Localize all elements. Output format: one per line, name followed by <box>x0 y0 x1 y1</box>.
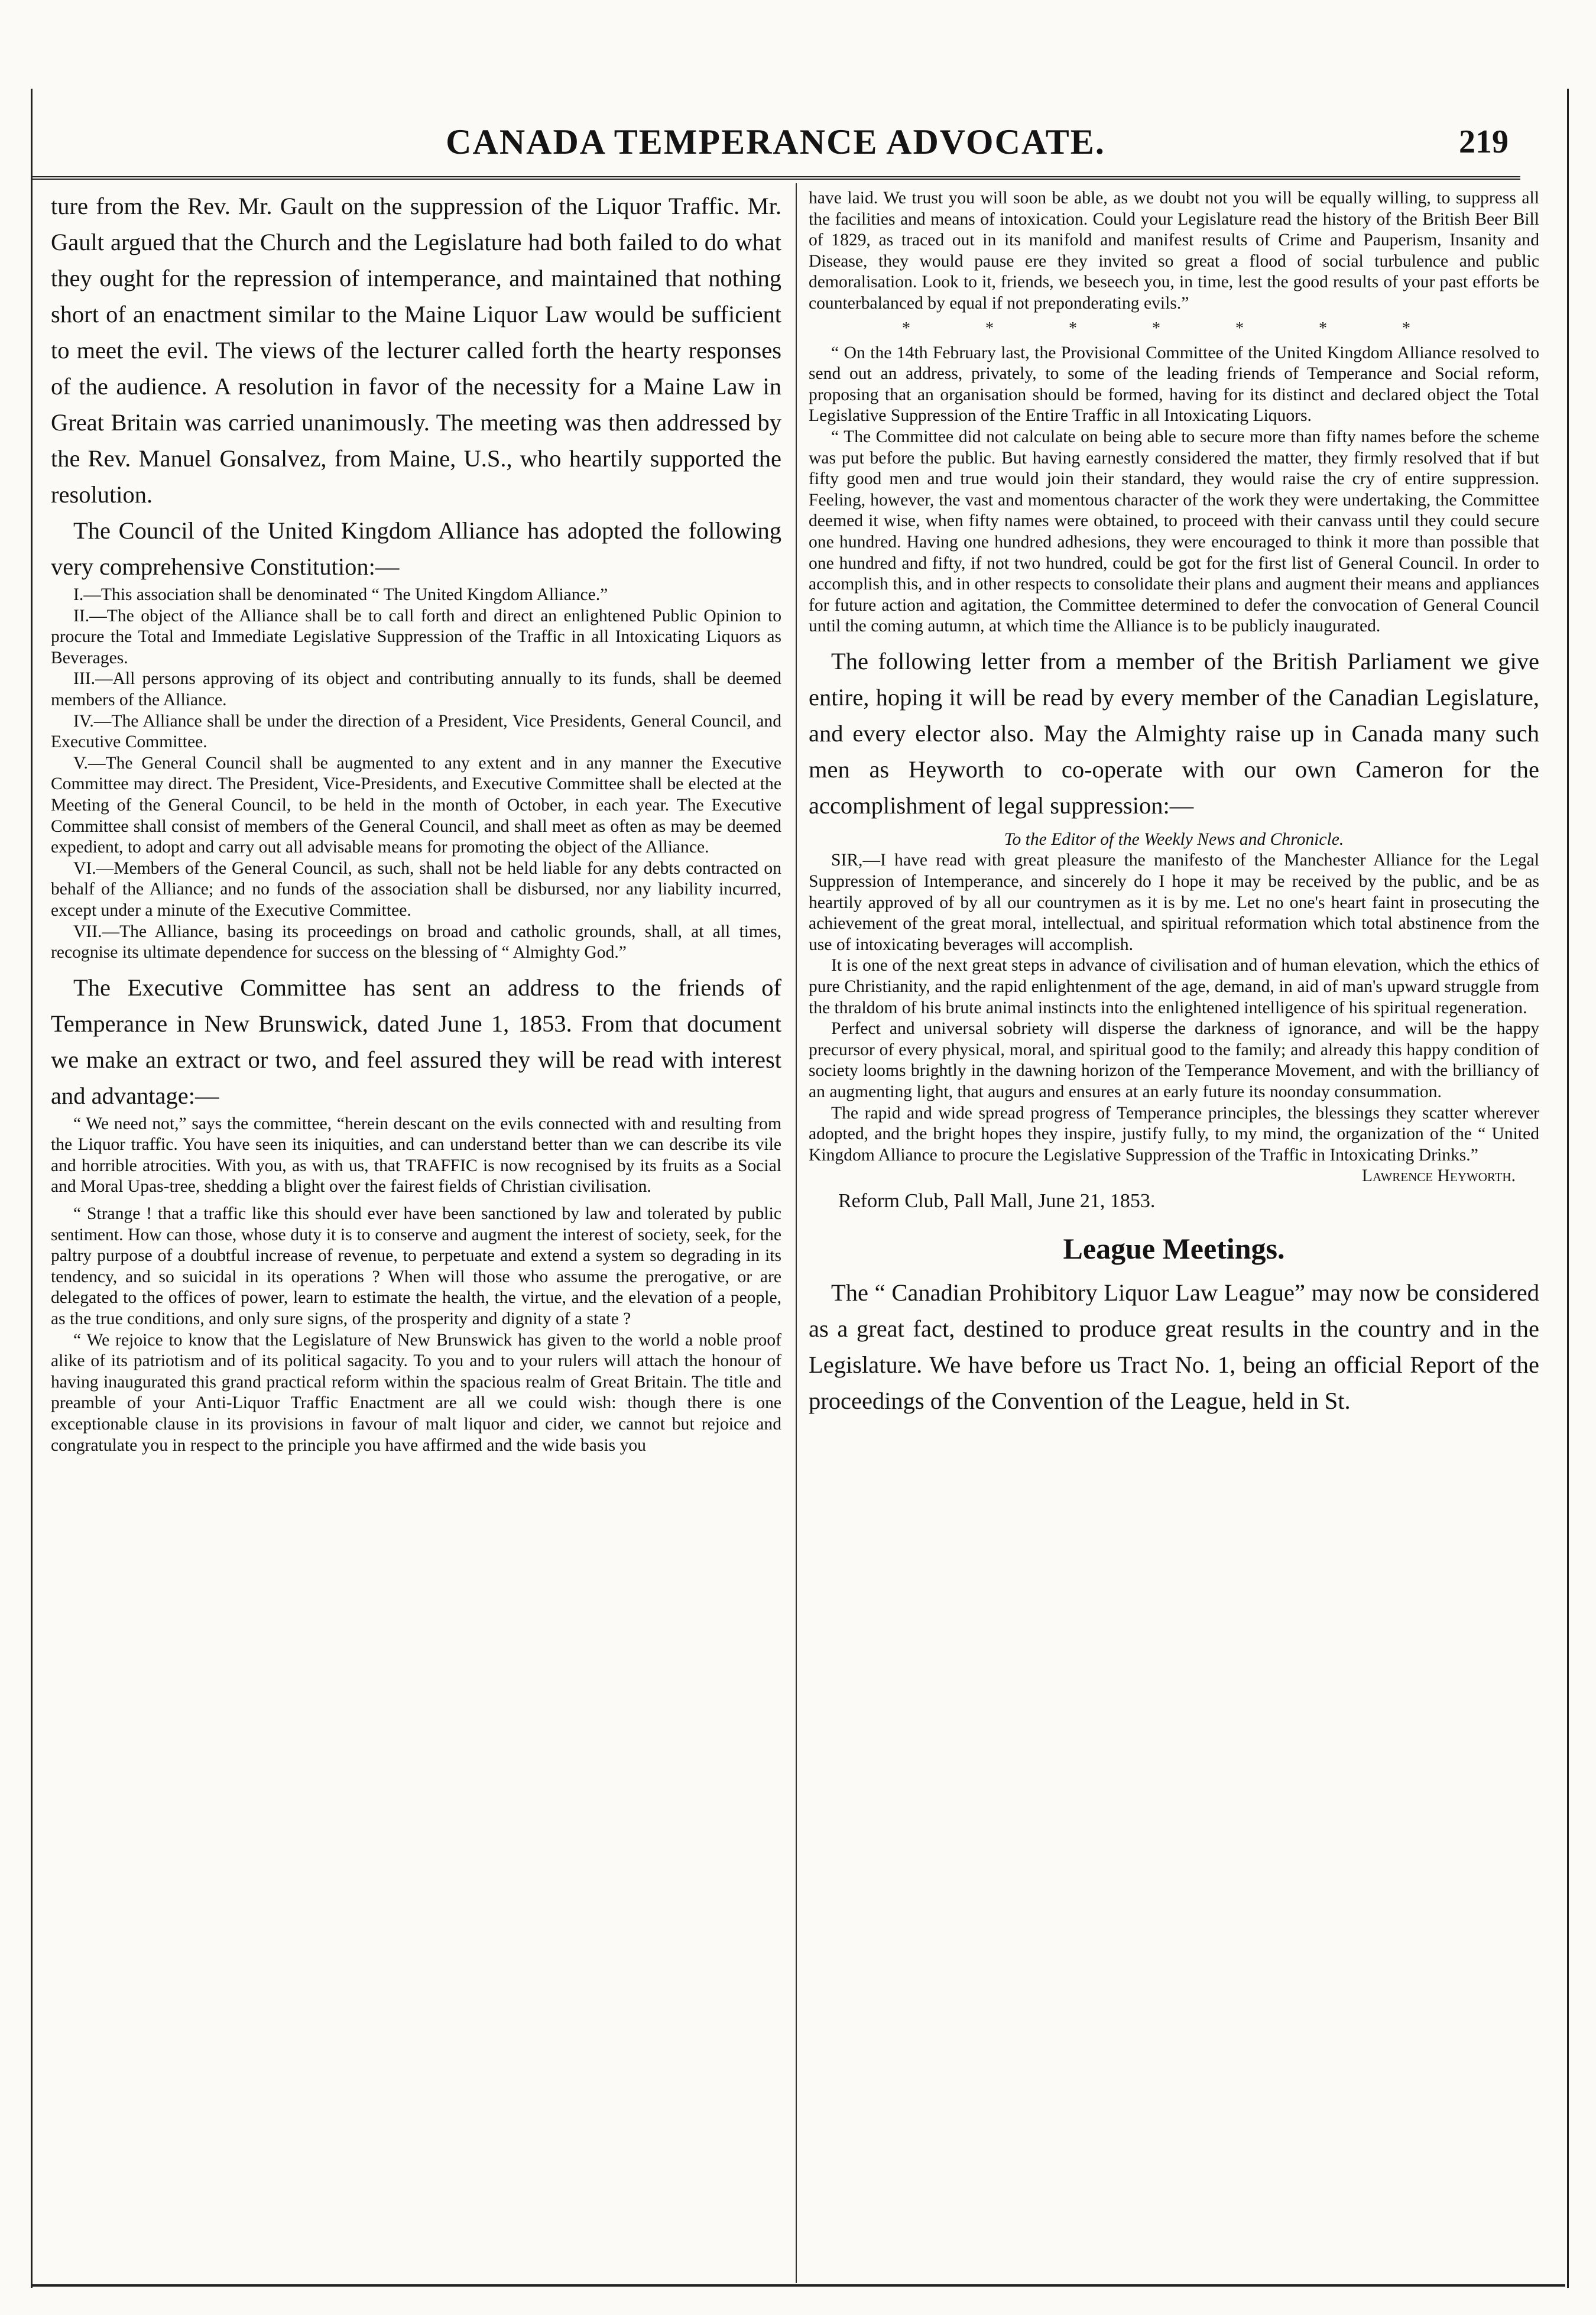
page-number: 219 <box>1459 124 1509 160</box>
letter-signoff: Reform Club, Pall Mall, June 21, 1853. <box>838 1189 1156 1212</box>
letter-signature: Lawrence Heyworth. <box>1361 1166 1516 1186</box>
section-heading: League Meetings. <box>1063 1231 1285 1265</box>
page-header <box>31 105 1520 180</box>
letter-intro-paragraph: The following letter from a member of the British Parliament we give entire, hoping it will be read by every member of the Canadian Legislature, and every elector also. May the Almighty raise up in Canada many such men as Heyworth to co-operate with our own Cameron for the accomplishment of legal suppression:— <box>809 647 1539 819</box>
address-quote: “ We need not,” says the committee, “herein descant on the evils connected with and resulting from the Liquor traffic. You have seen its iniquities, and can understand better than we can describe its vile and horrible atrocities. With you, as with us, that TRAFFIC is now recognised by its fruits as a Social and Moral Upas-tree, shedding a blight over the fairest fields of Christian civilisation. <box>51 1114 781 1197</box>
letter-paragraph: The rapid and wide spread progress of Temperance principles, the blessings they scatter wherever adopted, and the bright hopes they inspire, justify fully, to my mind, the organization of the “ United Kingdom Alliance to procure the Legislative Suppression of the Traffic in Intoxicating Drinks.” <box>809 1103 1539 1165</box>
alliance-quote: “ The Committee did not calculate on being able to secure more than fifty names before the scheme was put before the public. But having earnestly considered the matter, they firmly resolved that if but fifty good men and true would join their standard, they would raise the cry of entire suppression. Feeling, however, the vast and momentous character of the work they were undertaking, the Committee deemed it wise, when fifty names were obtained, to proceed with their canvass until they could secure one hundred. Having one hundred adhesions, they were encouraged to think it more than possible that one hundred and fifty, if not two hundred, could be got for the first list of General Council. In order to accomplish this, and in other respects to consolidate their plans and augment their means and appliances for future action and agitation, the Committee determined to defer the convocation of General Council until the coming autumn, at which time the Alliance is to be publicly inaugurated. <box>809 427 1539 636</box>
constitution-article: VII.—The Alliance, basing its proceedings on broad and catholic grounds, shall, at all times, recognise its ultimate dependence for success on the blessing of “ Almighty God.” <box>51 922 781 962</box>
constitution-article: I.—This association shall be denominated “ The United Kingdom Alliance.” <box>73 585 608 604</box>
letter-paragraph: SIR,—I have read with great pleasure the manifesto of the Manchester Alliance for the Legal Suppression of Intemperance, and sincerely do I hope it may be received by the public, and be as heartily approved of by all our countrymen as it is by me. Let no one's heart faint in prosecuting the achievement of the great moral, intellectual, and spiritual reformation which total abstinence from the use of intoxicating beverages will accomplish. <box>809 851 1539 954</box>
letter-paragraph: Perfect and universal sobriety will disperse the darkness of ignorance, and will be the happy precursor of every physical, moral, and spiritual good to the family; and already this happy condition of society looms brightly in the dawning horizon of the Temperance Movement, and with the brilliancy of an augmenting light, that augurs and ensures at an early future its noonday consummation. <box>809 1019 1539 1101</box>
column-divider <box>796 183 797 2283</box>
constitution-article: II.—The object of the Alliance shall be to call forth and direct an enlightened Public Opinion to procure the Total and Immediate Legislative Suppression of the Traffic in all Intoxicating Liquors as Beverages. <box>51 606 781 667</box>
alliance-quote: “ On the 14th February last, the Provisional Committee of the United Kingdom Alliance resolved to send out an address, privately, to some of the leading friends of Temperance and Social reform, proposing that an organisation should be formed, having for its distinct and declared object the Total Legislative Suppression of the Entire Traffic in all Intoxicating Liquors. <box>809 343 1539 426</box>
address-quote: “ We rejoice to know that the Legislature of New Brunswick has given to the world a noble proof alike of its patriotism and of its political sagacity. To you and to your rulers will attach the honour of having inaugurated this grand practical reform within the spacious realm of Great Britain. The title and preamble of your Anti-Liquor Traffic Enactment are all we could wish: though there is one exceptionable clause in its provisions in favour of malt liquor and cider, we cannot but rejoice and congratulate you in respect to the principle you have affirmed and the wide basis you <box>51 1330 781 1455</box>
constitution-list <box>51 585 781 964</box>
league-paragraph: The “ Canadian Prohibitory Liquor Law League” may now be considered as a great fact, destined to produce great results in the country and in the Legislature. We have before us Tract No. 1, being an official Report of the proceedings of the Convention of the League, held in St. <box>809 1279 1539 1414</box>
letter-paragraph: It is one of the next great steps in advance of civilisation and of human elevation, which the ethics of pure Christianity, and the rapid enlightenment of the age, demand, in aid of man's upward struggle from the thraldom of his brute animal instincts into the enlightened intelligence of his spiritual regeneration. <box>809 956 1539 1017</box>
constitution-article: III.—All persons approving of its object and contributing annually to its funds, shall be deemed members of the Alliance. <box>51 669 781 709</box>
letter-heading: To the Editor of the Weekly News and Chronicle. <box>1004 829 1344 849</box>
publication-title: CANADA TEMPERANCE ADVOCATE. <box>446 122 1105 161</box>
constitution-article: V.—The General Council shall be augmented to any extent and in any manner the Executive Committee may direct. The President, Vice-Presidents, and Executive Committee shall be elected at the Meeting of the General Council, to be held in the month of October, in each year. The Executive Committee shall consist of members of the General Council, and shall meet as often as may be deemed expedient, to adopt and carry out all advisable means for promoting the object of the Alliance. <box>51 753 781 857</box>
bottom-rule <box>31 2284 1565 2287</box>
address-quote-continued: have laid. We trust you will soon be able, as we doubt not you will be equally willing, to suppress all the facilities and means of intoxication. Could your Legislature read the history of the British Beer Bill of 1829, as traced out in its manifold and manifest results of Crime and Pauperism, Insanity and Disease, they would pause ere they invited so great a flood of social turbulence and public demoralisation. Look to it, friends, we beseech you, in time, lest the good results of your past efforts be counterbalanced by equal if not preponderating evils.” <box>809 189 1539 313</box>
constitution-article: IV.—The Alliance shall be under the direction of a President, Vice Presidents, General Council, and Executive Committee. <box>51 711 781 752</box>
gault-lecture-paragraph: ture from the Rev. Mr. Gault on the suppression of the Liquor Traffic. Mr. Gault argued that the Church and the Legislature had both failed to do what they ought for the repression of intemperance, and maintained that nothing short of an enactment similar to the Maine Liquor Law would be sufficient to meet the evil. The views of the lecturer called forth the hearty responses of the audience. A resolution in favor of the necessity for a Maine Law in Great Britain was carried unanimously. The meeting was then addressed by the Rev. Manuel Gonsalvez, from Maine, U.S., who heartily supported the resolution. <box>51 193 781 508</box>
executive-committee-paragraph: The Executive Committee has sent an address to the friends of Temperance in New Brunswick, dated June 1, 1853. From that document we make an extract or two, and feel assured they will be read with interest and advantage:— <box>51 974 781 1109</box>
right-column <box>809 188 1539 2281</box>
section-separator: * * * * * * * <box>902 319 1446 338</box>
constitution-intro-paragraph: The Council of the United Kingdom Alliance has adopted the following very comprehensive Constitution:— <box>51 517 781 580</box>
address-quote: “ Strange ! that a traffic like this should ever have been sanctioned by law and tolerated by public sentiment. How can those, whose duty it is to conserve and augment the interest of society, seek, for the paltry purpose of a doubtful increase of revenue, to perpetuate and extend a system so degrading in its tendency, and so suicidal in its operations ? When will those who assume the prerogative, or are delegated to the offices of power, learn to estimate the health, the virtue, and the elevation of a people, as the true conditions, and only sure signs, of the prosperity and dignity of a state ? <box>51 1204 781 1329</box>
left-column <box>51 188 781 2281</box>
constitution-article: VI.—Members of the General Council, as such, shall not be held liable for any debts contracted on behalf of the Alliance; and no funds of the association shall be disbursed, nor any liability incurred, except under a minute of the Executive Committee. <box>51 858 781 920</box>
